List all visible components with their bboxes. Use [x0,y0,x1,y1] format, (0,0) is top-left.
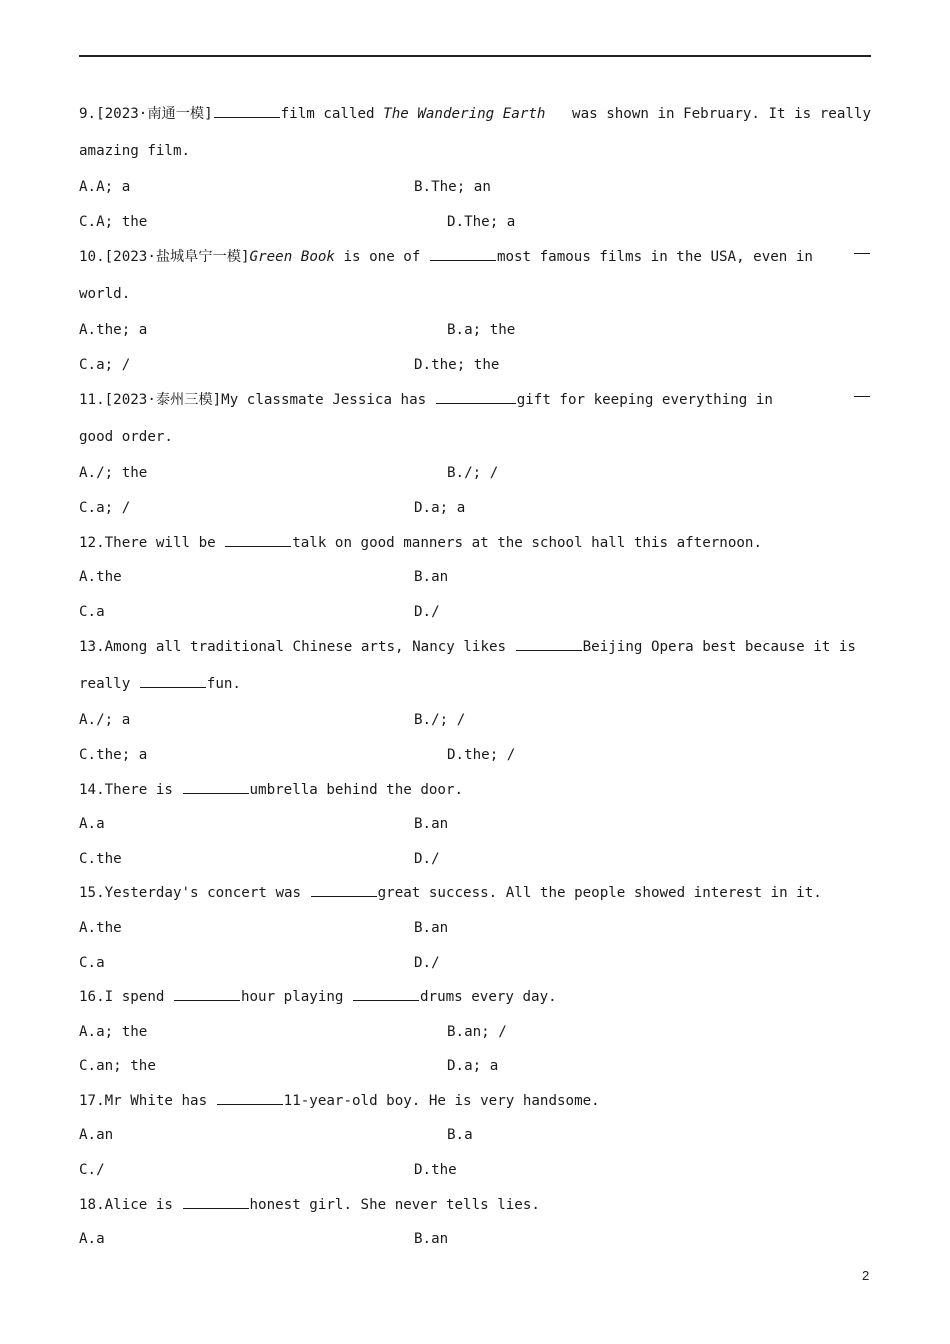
question-number: 17. [79,1092,105,1109]
option-c[interactable]: C.a; / [79,356,131,373]
page-number: 2 [862,1268,870,1283]
option-c[interactable]: C.a [79,603,105,620]
option-d[interactable]: D./ [414,603,440,620]
option-c[interactable]: C.A; the [79,213,148,230]
option-a[interactable]: A.the; a [79,322,148,339]
option-a[interactable]: A./; the [79,465,148,482]
film-title: The Wandering Earth [383,106,546,122]
answer-blank[interactable] [214,103,280,118]
question-number: 14. [79,781,105,798]
option-a[interactable]: A.an [79,1127,114,1144]
option-d[interactable]: D./ [414,954,440,971]
option-b[interactable]: B.a; the [447,322,516,339]
option-b[interactable]: B.an [414,569,449,586]
question-number: 12. [79,534,105,551]
option-b[interactable]: B.an [414,816,449,833]
option-a[interactable]: A.a [79,816,105,833]
answer-blank[interactable] [516,636,582,651]
question-13: 13.Among all traditional Chinese arts, Nancy likes Beijing Opera best because it is [79,629,871,666]
question-13-continuation: really fun. [79,666,871,703]
option-b[interactable]: B./; / [447,465,499,482]
answer-blank[interactable] [217,1090,283,1105]
answer-blank[interactable] [183,1194,249,1209]
option-a[interactable]: A.a [79,1231,105,1248]
option-d[interactable]: D./ [414,850,440,867]
question-14: 14.There is umbrella behind the door. [79,773,871,808]
answer-blank[interactable] [854,382,870,397]
option-a[interactable]: A.a; the [79,1023,148,1040]
option-d[interactable]: D.the [414,1162,457,1179]
answer-blank[interactable] [174,986,240,1001]
question-number: 18. [79,1196,105,1213]
answer-blank[interactable] [353,986,419,1001]
option-b[interactable]: B.an; / [447,1023,507,1040]
option-a[interactable]: A.A; a [79,179,131,195]
question-number: 13. [79,639,105,656]
option-b[interactable]: B.an [414,919,449,936]
option-c[interactable]: C.the; a [79,746,148,763]
answer-blank[interactable] [311,882,377,897]
question-number: 16. [79,989,105,1006]
question-source: [2023·泰州三模] [104,392,222,409]
answer-blank[interactable] [183,779,249,794]
question-11: 11.[2023·泰州三模]My classmate Jessica has gift for keeping everything in [79,382,871,419]
question-11-continuation: good order. [79,429,173,446]
question-18: 18.Alice is honest girl. She never tells lies. [79,1188,871,1223]
question-list [79,96,871,1257]
option-c[interactable]: C.a; / [79,499,131,516]
question-12: 12.There will be talk on good manners at the school hall this afternoon. [79,526,871,561]
option-d[interactable]: D.The; a [447,213,516,230]
header-rule [79,55,871,57]
question-number: 10. [79,249,105,266]
option-d[interactable]: D.the; / [447,746,516,763]
question-number: 11. [79,392,105,409]
question-9: 9.[2023·南通一模] film called The Wandering Earth was shown in February. It is really [79,96,871,133]
question-16: 16.I spend hour playing drums every day. [79,980,871,1015]
option-a[interactable]: A.the [79,919,122,936]
question-number: 9. [79,106,97,122]
answer-blank[interactable] [854,239,870,254]
answer-blank[interactable] [140,673,206,688]
option-a[interactable]: A.the [79,569,122,586]
question-17: 17.Mr White has 11-year-old boy. He is very handsome. [79,1084,871,1119]
question-15: 15.Yesterday's concert was great success. All the people showed interest in it. [79,876,871,911]
question-10: 10.[2023·盐城阜宁一模]Green Book is one of most famous films in the USA, even in [79,239,871,276]
option-a[interactable]: A./; a [79,712,131,729]
option-b[interactable]: B./; / [414,712,466,729]
option-b[interactable]: B.a [447,1127,473,1144]
option-d[interactable]: D.the; the [414,356,500,373]
answer-blank[interactable] [436,389,516,404]
option-c[interactable]: C.a [79,954,105,971]
question-number: 15. [79,885,105,902]
option-b[interactable]: B.an [414,1231,449,1248]
option-b[interactable]: B.The; an [414,179,491,195]
option-d[interactable]: D.a; a [414,499,466,516]
answer-blank[interactable] [430,246,496,261]
question-source: [2023·南通一模] [96,106,213,122]
option-c[interactable]: C./ [79,1162,105,1179]
question-source: [2023·盐城阜宁一模] [104,249,250,266]
question-9-continuation: amazing film. [79,143,191,159]
question-10-continuation: world. [79,286,131,303]
question-9-options [79,170,871,205]
answer-blank[interactable] [225,532,291,547]
film-title: Green Book [249,249,335,266]
option-c[interactable]: C.the [79,850,122,867]
option-d[interactable]: D.a; a [447,1058,499,1075]
option-c[interactable]: C.an; the [79,1058,156,1075]
